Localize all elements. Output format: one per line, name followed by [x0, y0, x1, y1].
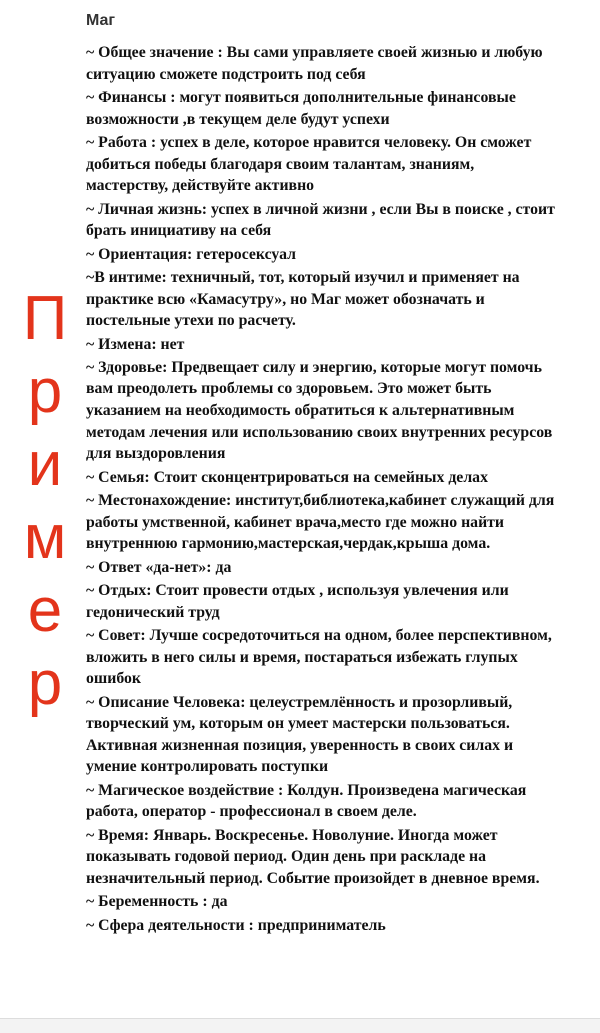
meaning-list [86, 42, 556, 938]
meaning-intimacy: ~В интиме: техничный, тот, который изучил и применяет на практике всю «Камасутру», но Маг может обозначать и постельные утехи по расчету. [86, 268, 520, 330]
meaning-finance: ~ Финансы : могут появиться дополнительные финансовые возможности ,в текущем деле будут успехи [86, 88, 516, 128]
vertical-word-letter: р [27, 357, 63, 426]
vertical-word-letter: е [27, 576, 63, 645]
meaning-occupation: ~ Сфера деятельности : предприниматель [86, 916, 386, 934]
meaning-pregnancy: ~ Беременность : да [86, 893, 228, 911]
bottom-toolbar [0, 1018, 600, 1033]
vertical-word-label [22, 282, 68, 720]
meaning-family: ~ Семья: Стоит сконцентрироваться на семейных делах [86, 468, 488, 486]
meaning-yes-no: ~ Ответ «да-нет»: да [86, 558, 232, 576]
meaning-health: ~ Здоровье: Предвещает силу и энергию, которые могут помочь вам преодолеть проблемы со здоровьем. Это может быть указанием на необходимость обратиться к альтернативным методам лечения или использованию своих внутренних ресурсов для выздоровления [86, 358, 553, 463]
meaning-work: ~ Работа : успех в деле, которое нравится человеку. Он сможет добиться победы благодаря своим талантам, знаниям, мастерству, действуйте активно [86, 133, 532, 195]
card-title: Маг [86, 12, 116, 29]
vertical-word-letter: П [22, 284, 68, 353]
vertical-word-letter: р [27, 649, 63, 718]
meaning-orientation: ~ Ориентация: гетеросексуал [86, 245, 297, 263]
meaning-personal-life: ~ Личная жизнь: успех в личной жизни , если Вы в поиске , стоит брать инициативу на себя [86, 200, 555, 240]
vertical-word-letter: и [27, 430, 63, 499]
meaning-advice: ~ Совет: Лучше сосредоточиться на одном, более перспективном, вложить в него силы и время, постараться избежать глупых ошибок [86, 627, 552, 688]
meaning-rest: ~ Отдых: Стоит провести отдых , используя увлечения или гедонический труд [86, 582, 509, 621]
meaning-time: ~ Время: Январь. Воскресенье. Новолуние. Иногда может показывать годовой период. Один день при раскладе на незначительный период. Событие произойдет в дневное время. [86, 826, 540, 887]
meaning-general: ~ Общее значение : Вы сами управляете своей жизнью и любую ситуацию сможете подстроить под себя [86, 44, 543, 83]
meaning-magic-influence: ~ Магическое воздействие : Колдун. Произведена магическая работа, оператор - профессионал в своем деле. [86, 781, 527, 821]
vertical-word-letter: м [23, 503, 67, 572]
meaning-person-description: ~ Описание Человека: целеустремлённость и прозорливый, творческий ум, которым он умеет мастерски пользоваться. Активная жизненная позиция, уверенность в своих силах и умение контролировать поступки [86, 693, 514, 776]
meaning-location: ~ Местонахождение: институт,библиотека,кабинет служащий для работы умственной, кабинет врача,место где можно найти внутреннюю гармонию,мастерская,чердак,крыша дома. [86, 492, 555, 553]
meaning-infidelity: ~ Измена: нет [86, 335, 185, 353]
